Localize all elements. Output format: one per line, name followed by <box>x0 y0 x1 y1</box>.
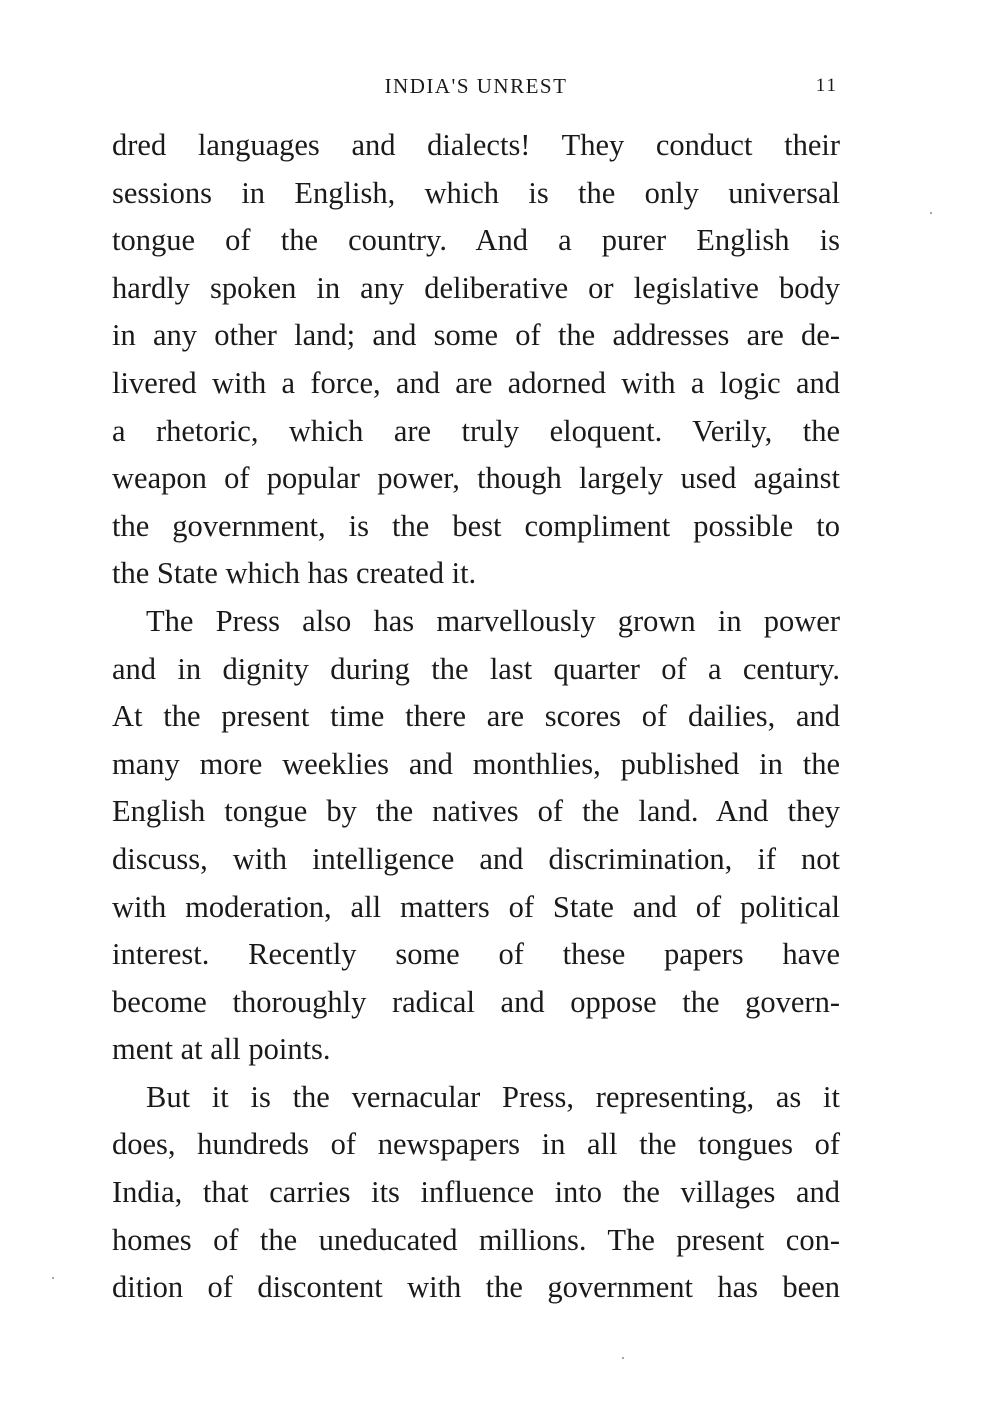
text-line: does, hundreds of newspapers in all the tongues of <box>112 1127 840 1162</box>
running-title: INDIA'S UNREST <box>384 74 568 98</box>
print-speck <box>52 1277 54 1279</box>
text-line: ment at all points. <box>112 1032 331 1067</box>
text-line: in any other land; and some of the addresses are de- <box>112 318 840 353</box>
text-line: the government, is the best compliment possible to <box>112 508 840 543</box>
text-line: At the present time there are scores of dailies, and <box>112 699 840 734</box>
text-line: discuss, with intelligence and discrimination, if not <box>112 841 840 876</box>
text-line: interest. Recently some of these papers have <box>112 937 840 972</box>
text-line: livered with a force, and are adorned with a logic and <box>112 365 840 400</box>
page-number: 11 <box>815 75 838 96</box>
running-head <box>112 70 840 102</box>
text-line: India, that carries its influence into the villages and <box>112 1175 840 1210</box>
text-line: hardly spoken in any deliberative or legislative body <box>112 270 840 305</box>
text-line: tongue of the country. And a purer English is <box>112 223 840 258</box>
text-line: The Press also has marvellously grown in power <box>146 603 840 638</box>
text-line: with moderation, all matters of State and of political <box>112 889 840 924</box>
text-line: But it is the vernacular Press, representing, as it <box>146 1079 840 1114</box>
print-speck <box>930 212 932 214</box>
paragraph-1 <box>112 122 840 598</box>
text-line: a rhetoric, which are truly eloquent. Verily, the <box>112 413 840 448</box>
text-line: English tongue by the natives of the land. And they <box>112 794 840 829</box>
text-line: homes of the uneducated millions. The present con- <box>112 1222 840 1257</box>
text-line: dition of discontent with the government has been <box>112 1270 840 1305</box>
text-line: sessions in English, which is the only universal <box>112 175 840 210</box>
text-line: many more weeklies and monthlies, published in the <box>112 746 840 781</box>
text-line: weapon of popular power, though largely used against <box>112 461 840 496</box>
text-line: and in dignity during the last quarter of a century. <box>112 651 840 686</box>
text-line: the State which has created it. <box>112 556 477 591</box>
paragraph-3 <box>112 1074 840 1312</box>
text-line: become thoroughly radical and oppose the govern- <box>112 984 840 1019</box>
body-text <box>112 122 840 1312</box>
paragraph-2 <box>112 598 840 1074</box>
text-line: dred languages and dialects! They conduct their <box>112 128 840 162</box>
print-speck <box>622 1357 624 1359</box>
